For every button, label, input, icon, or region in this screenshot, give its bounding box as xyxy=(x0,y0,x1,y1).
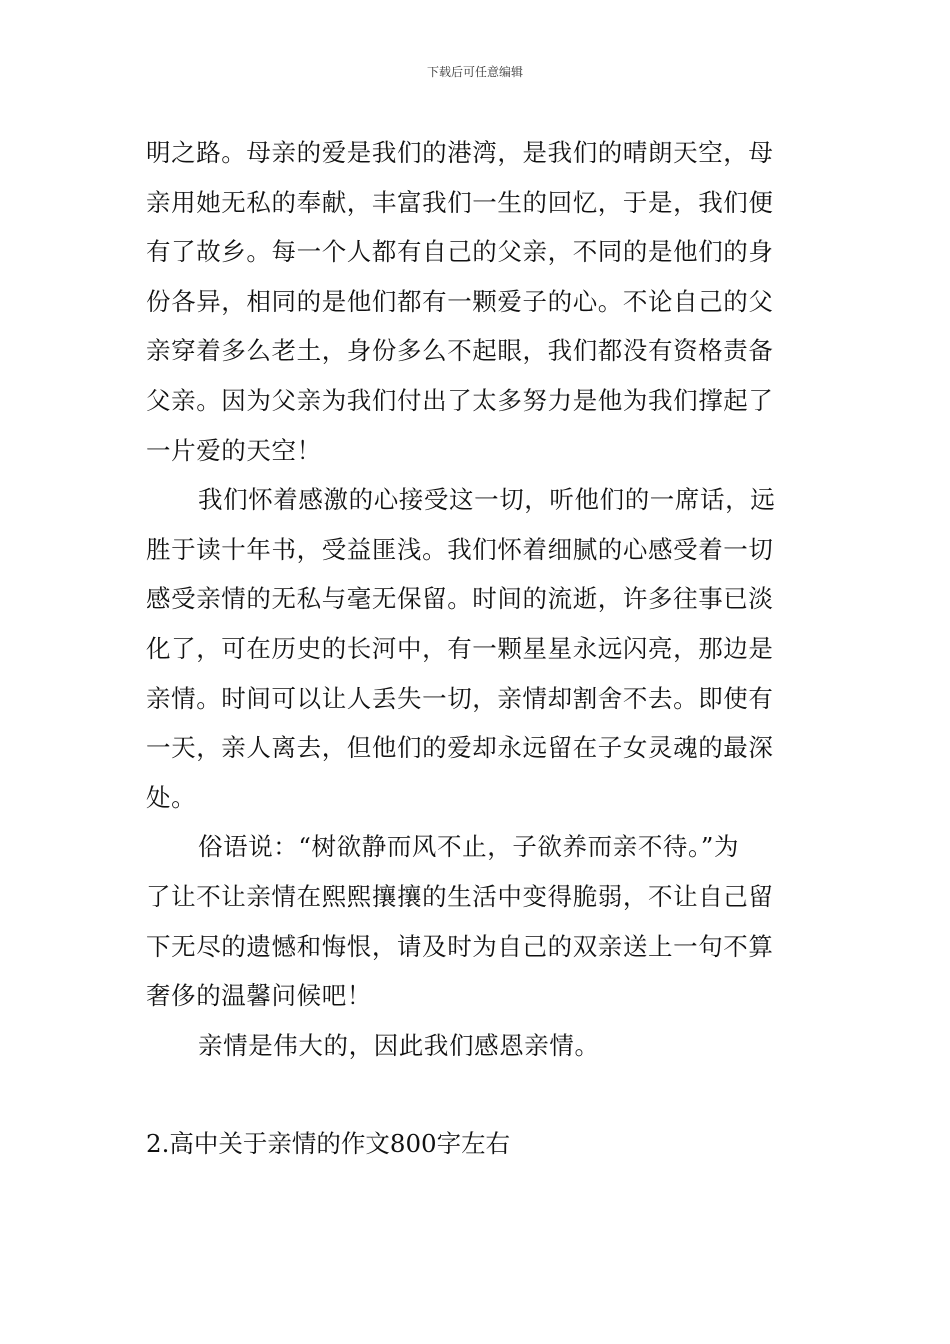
paragraph-1 xyxy=(146,128,810,475)
text-line: 一天，亲人离去，但他们的爱却永远留在子女灵魂的最深 xyxy=(146,733,774,763)
section-heading: 2.高中关于亲情的作文800字左右 xyxy=(146,1129,511,1158)
paragraph-2 xyxy=(146,475,810,822)
text-line: 下无尽的遗憾和悔恨，请及时为自己的双亲送上一句不算 xyxy=(146,931,774,961)
text-line: 奢侈的温馨问候吧！ xyxy=(146,981,372,1011)
text-line: 处。 xyxy=(146,782,197,812)
text-line: 明之路。母亲的爱是我们的港湾，是我们的晴朗天空，母 xyxy=(146,138,774,167)
text-line: 化了，可在历史的长河中，有一颗星星永远闪亮，那边是 xyxy=(146,633,774,663)
paragraph-3 xyxy=(146,822,810,1020)
document-body xyxy=(146,128,810,1070)
text-line: 亲穿着多么老土，身份多么不起眼，我们都没有资格责备 xyxy=(146,336,774,366)
text-line: 感受亲情的无私与毫无保留。时间的流逝，许多往事已淡 xyxy=(146,584,774,614)
text-line: 父亲。因为父亲为我们付出了太多努力是他为我们撑起了 xyxy=(146,385,774,415)
text-line: 份各异，相同的是他们都有一颗爱子的心。不论自己的父 xyxy=(146,286,774,316)
text-line: 一片爱的天空！ xyxy=(146,435,322,465)
text-line: 胜于读十年书，受益匪浅。我们怀着细腻的心感受着一切 xyxy=(146,534,774,564)
text-line: 有了故乡。每一个人都有自己的父亲，不同的是他们的身 xyxy=(146,237,774,267)
paragraph-4 xyxy=(146,1021,810,1071)
text-line: 亲情是伟大的，因此我们感恩亲情。 xyxy=(198,1030,600,1060)
text-line: 亲情。时间可以让人丢失一切，亲情却割舍不去。即使有 xyxy=(146,683,774,713)
text-line: 俗语说：“树欲静而风不止，子欲养而亲不待。”为 xyxy=(198,832,740,862)
text-line: 我们怀着感激的心接受这一切，听他们的一席话，远 xyxy=(198,485,776,515)
text-line: 亲用她无私的奉献，丰富我们一生的回忆，于是，我们便 xyxy=(146,187,774,217)
page-header-note: 下载后可任意编辑 xyxy=(426,65,523,79)
text-line: 了让不让亲情在熙熙攘攘的生活中变得脆弱，不让自己留 xyxy=(146,881,774,911)
